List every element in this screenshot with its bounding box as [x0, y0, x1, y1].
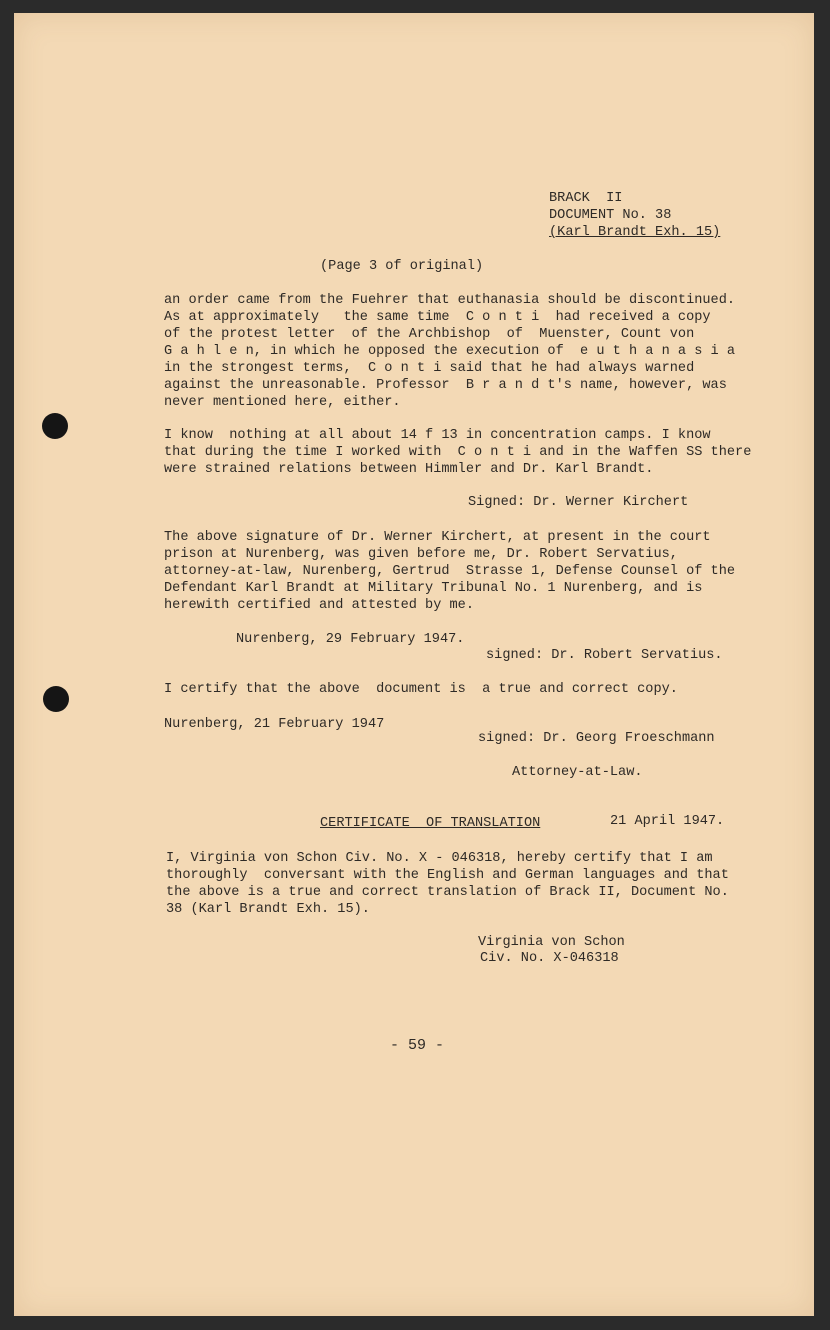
- signature-kirchert: Signed: Dr. Werner Kirchert: [468, 495, 689, 510]
- paragraph-line: herewith certified and attested by me.: [164, 598, 474, 613]
- certificate-heading: CERTIFICATE OF TRANSLATION: [320, 816, 541, 831]
- paragraph-line: thoroughly conversant with the English and German languages and that: [166, 868, 729, 883]
- paragraph-line: Defendant Karl Brandt at Military Tribunal No. 1 Nurenberg, and is: [164, 581, 703, 596]
- paragraph-line: As at approximately the same time C o n t i had received a copy: [164, 310, 711, 325]
- signature-title: Attorney-at-Law.: [512, 765, 643, 780]
- translator-civ-number: Civ. No. X-046318: [480, 951, 619, 966]
- certificate-date: 21 April 1947.: [610, 814, 725, 829]
- place-date: Nurenberg, 29 February 1947.: [236, 632, 465, 647]
- punch-hole: [43, 686, 69, 712]
- paragraph-line: 38 (Karl Brandt Exh. 15).: [166, 902, 370, 917]
- certify-statement: I certify that the above document is a true and correct copy.: [164, 682, 678, 697]
- document-page: [14, 13, 814, 1316]
- paragraph-line: an order came from the Fuehrer that euthanasia should be discontinued.: [164, 293, 736, 308]
- paragraph-line: in the strongest terms, C o n t i said that he had always warned: [164, 361, 695, 376]
- paragraph-line: G a h l e n, in which he opposed the execution of e u t h a n a s i a: [164, 344, 736, 359]
- paragraph-line: attorney-at-law, Nurenberg, Gertrud Strasse 1, Defense Counsel of the: [164, 564, 736, 579]
- signature-servatius: signed: Dr. Robert Servatius.: [486, 648, 723, 663]
- translator-name: Virginia von Schon: [478, 935, 625, 950]
- paragraph-line: the above is a true and correct translation of Brack II, Document No.: [166, 885, 729, 900]
- paragraph-line: prison at Nurenberg, was given before me, Dr. Robert Servatius,: [164, 547, 678, 562]
- doc-header-line1: BRACK II: [549, 191, 623, 206]
- paragraph-line: against the unreasonable. Professor B r a n d t's name, however, was: [164, 378, 727, 393]
- signature-froeschmann: signed: Dr. Georg Froeschmann: [478, 731, 715, 746]
- page-number: - 59 -: [390, 1037, 445, 1054]
- paragraph-line: that during the time I worked with C o n t i and in the Waffen SS there: [164, 445, 752, 460]
- paragraph-line: I know nothing at all about 14 f 13 in concentration camps. I know: [164, 428, 711, 443]
- doc-header-line3: (Karl Brandt Exh. 15): [549, 225, 721, 240]
- punch-hole: [42, 413, 68, 439]
- paragraph-line: I, Virginia von Schon Civ. No. X - 046318, hereby certify that I am: [166, 851, 713, 866]
- paragraph-line: of the protest letter of the Archbishop of Muenster, Count von: [164, 327, 695, 342]
- place-date: Nurenberg, 21 February 1947: [164, 717, 385, 732]
- paragraph-line: The above signature of Dr. Werner Kirchert, at present in the court: [164, 530, 711, 545]
- doc-header-line2: DOCUMENT No. 38: [549, 208, 672, 223]
- paragraph-line: never mentioned here, either.: [164, 395, 401, 410]
- page-note: (Page 3 of original): [320, 259, 484, 274]
- paragraph-line: were strained relations between Himmler and Dr. Karl Brandt.: [164, 462, 654, 477]
